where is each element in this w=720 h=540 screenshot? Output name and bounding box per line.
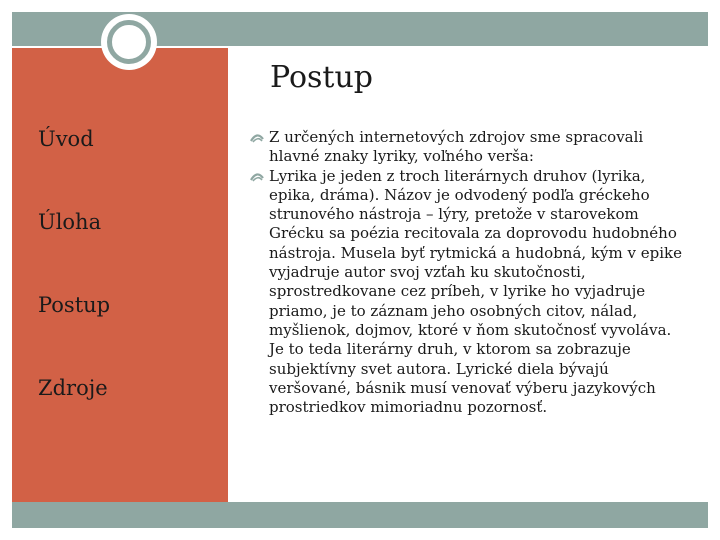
bottom-band: [12, 502, 708, 528]
bullet-item: [248, 128, 688, 167]
circle-ornament: [107, 20, 151, 64]
curved-bullet-icon: [250, 133, 264, 143]
sidebar-item-postup[interactable]: Postup: [38, 293, 111, 317]
bullet-text: Z určených internetových zdrojov sme spracovali hlavné znaky lyriky, voľného verša:: [269, 128, 644, 166]
sidebar-item-uvod[interactable]: Úvod: [38, 127, 94, 151]
slide-title: Postup: [270, 60, 374, 95]
sidebar-item-uloha[interactable]: Úloha: [38, 210, 102, 234]
bullet-item: [248, 167, 688, 418]
sidebar: [12, 48, 228, 502]
content-body: [248, 128, 688, 417]
sidebar-item-zdroje[interactable]: Zdroje: [38, 376, 108, 400]
bullet-text: Lyrika je jeden z troch literárnych druhov (lyrika, epika, dráma). Názov je odvodený podľa gréckeho strunového nástroja – lýry, pretože v starovekom Grécku sa poézia recitovala za doprovodu hudobného nástroja. Musela byť rytmická a hudobná, kým v epike vyjadruje autor svoj vzťah ku skutočnosti, sprostredkovane cez príbeh, v lyrike ho vyjadruje priamo, je to záznam jeho osobných citov, nálad, myšlienok, dojmov, ktoré v ňom skutočnosť vyvoláva. Je to teda literárny druh, v ktorom sa zobrazuje subjektívny svet autora. Lyrické diela bývajú veršované, básnik musí venovať výberu jazykových prostriedkov mimoriadnu pozornosť.: [269, 166, 682, 417]
curved-bullet-icon: [250, 172, 264, 182]
